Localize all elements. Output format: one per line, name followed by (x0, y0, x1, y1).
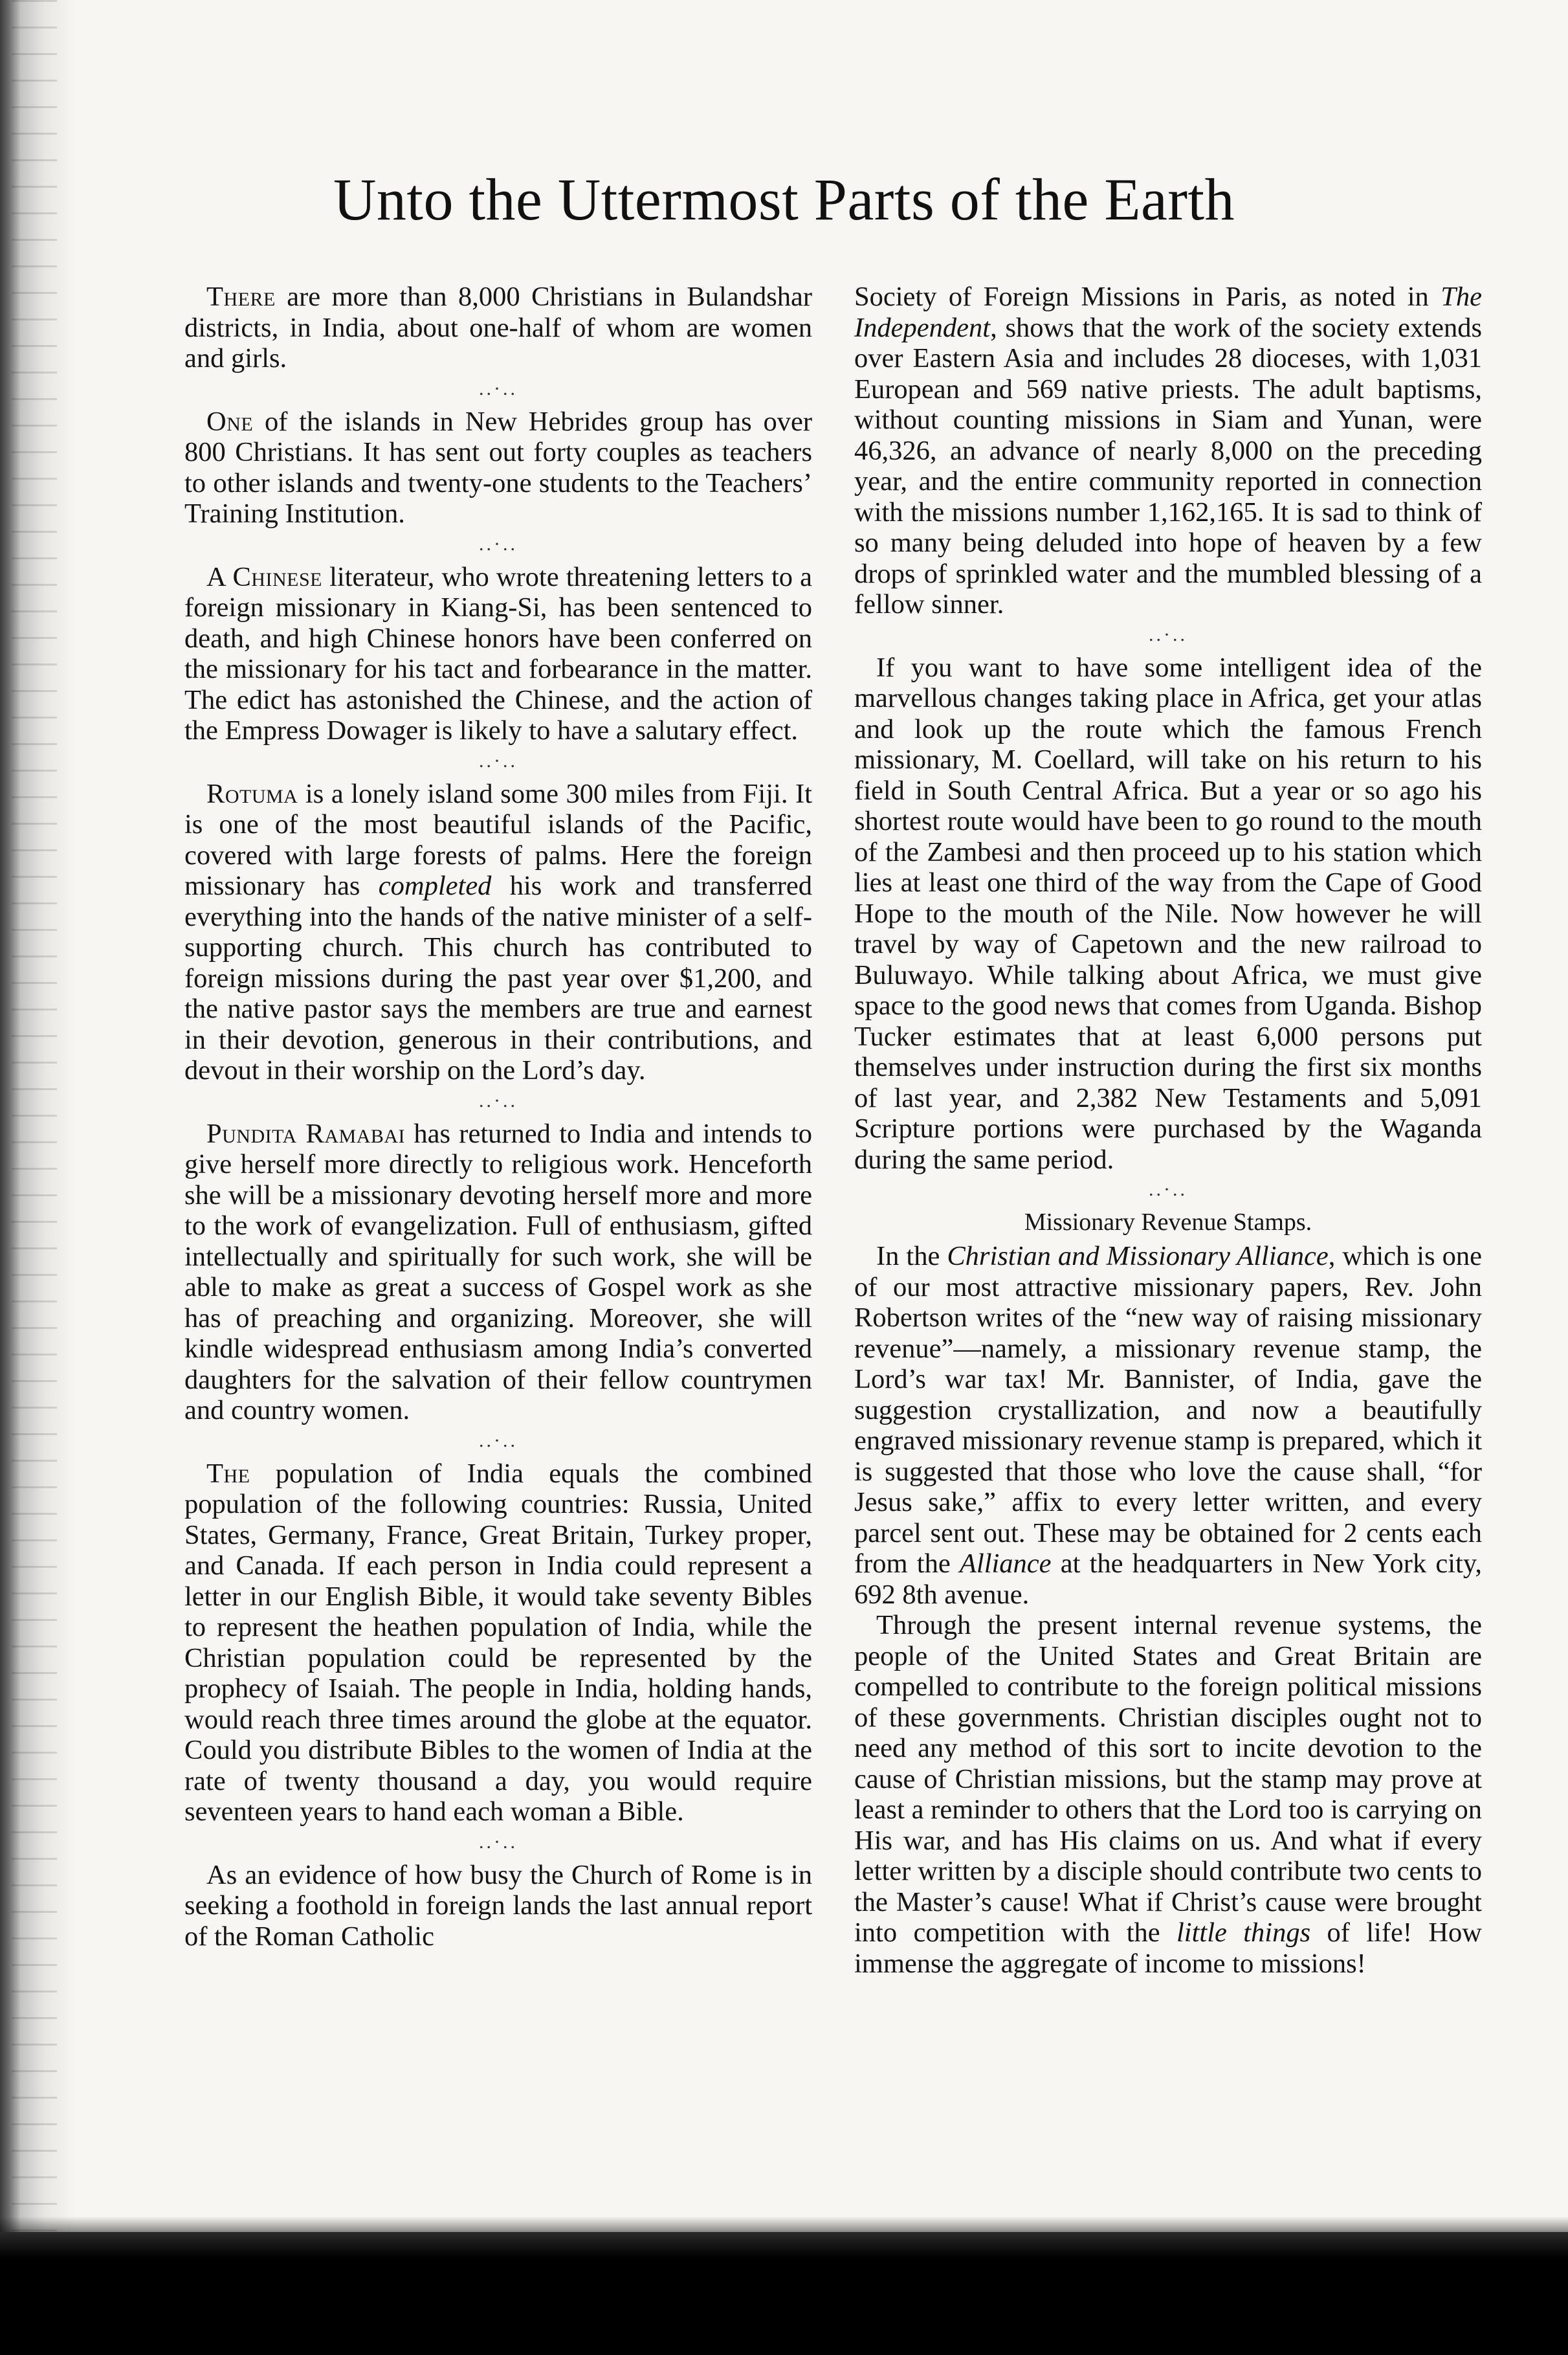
page-title: Unto the Uttermost Parts of the Earth (333, 166, 1235, 232)
separator-dots: ..·.. (1149, 1179, 1187, 1200)
paragraph-revenue-stamps (854, 1241, 1482, 1610)
paragraph-rotuma (184, 779, 812, 1086)
separator-dots: ..·.. (479, 1429, 518, 1451)
lead-word: Rotuma (206, 778, 298, 809)
emphasis-text: The Independent (854, 282, 1482, 343)
paragraph-text: has returned to India and intends to give herself more directly to religious work. Henceforth she will be a missionary devoting herself more and more to the work of evangelization. Full of enthusiasm, gifted intellectually and spiritually for such work, she will be able to make as great a success of Gospel work as she has of preaching and organizing. Moreover, she will kindle widespread enthusiasm among India’s converted daughters for the salvation of their fellow countrymen and country women. (184, 1118, 812, 1425)
paragraph-chinese-literateur (184, 562, 812, 746)
paragraph-text: Through the present internal revenue systems, the people of the United States and Great Britain are compelled to contribute to the foreign political missions of these governments. Christian disciples ought not to need any method of this sort to incite devotion to the cause of Christian missions, but the stamp may prove at least a reminder to others that the Lord too is carrying on His war, and has His claims on us. And what if every letter written by a disciple should contribute two cents to the Master’s cause! What if Christ’s cause were brought into competition with the (854, 1610, 1482, 1948)
paragraph-text: , which is one of our most attractive missionary papers, Rev. John Robertson writes of the “new way of raising missionary revenue”—namely, a missionary revenue stamp, the Lord’s war tax! Mr. Bannister, of India, gave the suggestion crystallization, and now a beautifully engraved missionary revenue stamp is prepared, which it is suggested that those who love the cause shall, “for Jesus sake,” affix to every letter written, and every parcel sent out. These may be obtained for 2 cents each from the (854, 1241, 1482, 1579)
paragraph-text: his work and transferred everything into the hands of the native minister of a self-supporting church. This church has contributed to foreign missions during the past year over $1,200, and the native pastor says the members are true and earnest in their devotion, generous in their contributions, and devout in their worship on the Lord’s day. (184, 871, 813, 1086)
separator-dots: ..·.. (479, 1089, 518, 1111)
binding-edge-specks (12, 0, 57, 2355)
paragraph-text: , shows that the work of the society extends over Eastern Asia and includes 28 dioceses, with 1,031 European and 569 native priests. The adult baptisms, without counting missions in Siam and Yunan, were 46,326, an advance of nearly 8,000 on the preceding year, and the entire community reported in connection with the missions number 1,162,165. It is sad to think of so many being deluded into hope of heaven by a few drops of sprinkled water and the mumbled blessing of a fellow sinner. (854, 312, 1482, 619)
lead-word: A Chinese (206, 561, 322, 592)
section-subheading: Missionary Revenue Stamps. (1024, 1209, 1312, 1236)
paragraph-text: of the islands in New Hebrides group has over 800 Christians. It has sent out forty couples as teachers to other islands and twenty-one students to the Teachers’ Training Institution. (184, 406, 812, 529)
lead-word: Pundita Ramabai (206, 1118, 406, 1149)
paragraph-text: In the (876, 1241, 947, 1271)
paragraph-text: literateur, who wrote threatening letters to a foreign missionary in Kiang-Si, has been sentenced to death, and high Chinese honors have been conferred on the missionary for his tact and forbearance in the matter. The edict has astonished the Chinese, and the action of the Empress Dowager is likely to have a salutary effect. (184, 561, 812, 746)
paragraph-church-of-rome (184, 1860, 812, 1952)
paragraph-bulandshar (184, 282, 812, 374)
paragraph-text: are more than 8,000 Christians in Bulandshar districts, in India, about one-half of whom are women and girls. (184, 282, 812, 374)
separator-dots: ..·.. (479, 533, 518, 555)
paragraph-text: of life! How immense the aggregate of income to missions! (854, 1917, 1482, 1979)
emphasis-text: Alliance (959, 1548, 1052, 1579)
lead-word: There (206, 282, 276, 312)
paragraph-pundita-ramabai (184, 1119, 812, 1426)
lead-word: One (206, 406, 254, 437)
separator-dots: ..·.. (1149, 623, 1187, 645)
emphasis-text: Christian and Missionary Alliance (947, 1241, 1329, 1271)
paragraph-population-india (184, 1458, 812, 1827)
separator-dots: ..·.. (479, 750, 518, 772)
paragraph-internal-revenue (854, 1610, 1482, 1979)
paragraph-text: at the headquarters in New York city, 692 8th avenue. (854, 1548, 1482, 1610)
right-column (854, 282, 1482, 1979)
emphasis-text: completed (378, 871, 492, 901)
paragraph-text: is a lonely island some 300 miles from Fiji. It is one of the most beautiful islands of the Pacific, covered with large forests of palms. Here the foreign missionary has (184, 778, 812, 901)
paragraph-text: population of India equals the combined population of the following countries: Russia, United States, Germany, France, Great Britain, Turkey proper, and Canada. If each person in India could represent a letter in our English Bible, it would take seventy Bibles to represent the heathen population of India, while the Christian population could be represented by the prophecy of Isaiah. The people in India, holding hands, would reach three times around the globe at the equator. Could you distribute Bibles to the women of India at the rate of twenty thousand a day, you would require seventeen years to hand each woman a Bible. (184, 1458, 812, 1827)
emphasis-text: little things (1176, 1917, 1311, 1948)
separator-dots: ..·.. (479, 377, 518, 399)
paragraph-paris-society (854, 282, 1482, 620)
paragraph-text: Society of Foreign Missions in Paris, as noted in (854, 282, 1441, 312)
separator-dots: ..·.. (479, 1831, 518, 1853)
scan-bottom-shadow (0, 2232, 1568, 2355)
paragraph-text: If you want to have some intelligent idea of the marvellous changes taking place in Africa, get your atlas and look up the route which the famous French missionary, M. Coellard, will take on his return to his field in South Central Africa. But a year or so ago his shortest route would have been to go round to the mouth of the Zambesi and then proceed up to his station which lies at least one third of the way from the Cape of Good Hope to the mouth of the Nile. Now however he will travel by way of Capetown and the new railroad to Buluwayo. While talking about Africa, we must give space to the good news that comes from Uganda. Bishop Tucker estimates that at least 6,000 persons put themselves under instruction during the first six months of last year, and 2,382 New Testaments and 5,091 Scripture portions were purchased by the Waganda during the same period. (854, 652, 1482, 1175)
paragraph-text: As an evidence of how busy the Church of Rome is in seeking a foothold in foreign lands the last annual report of the Roman Catholic (184, 1859, 812, 1952)
lead-word: The (206, 1458, 250, 1489)
paragraph-new-hebrides (184, 407, 812, 530)
paragraph-africa (854, 653, 1482, 1176)
left-column (184, 282, 812, 1952)
